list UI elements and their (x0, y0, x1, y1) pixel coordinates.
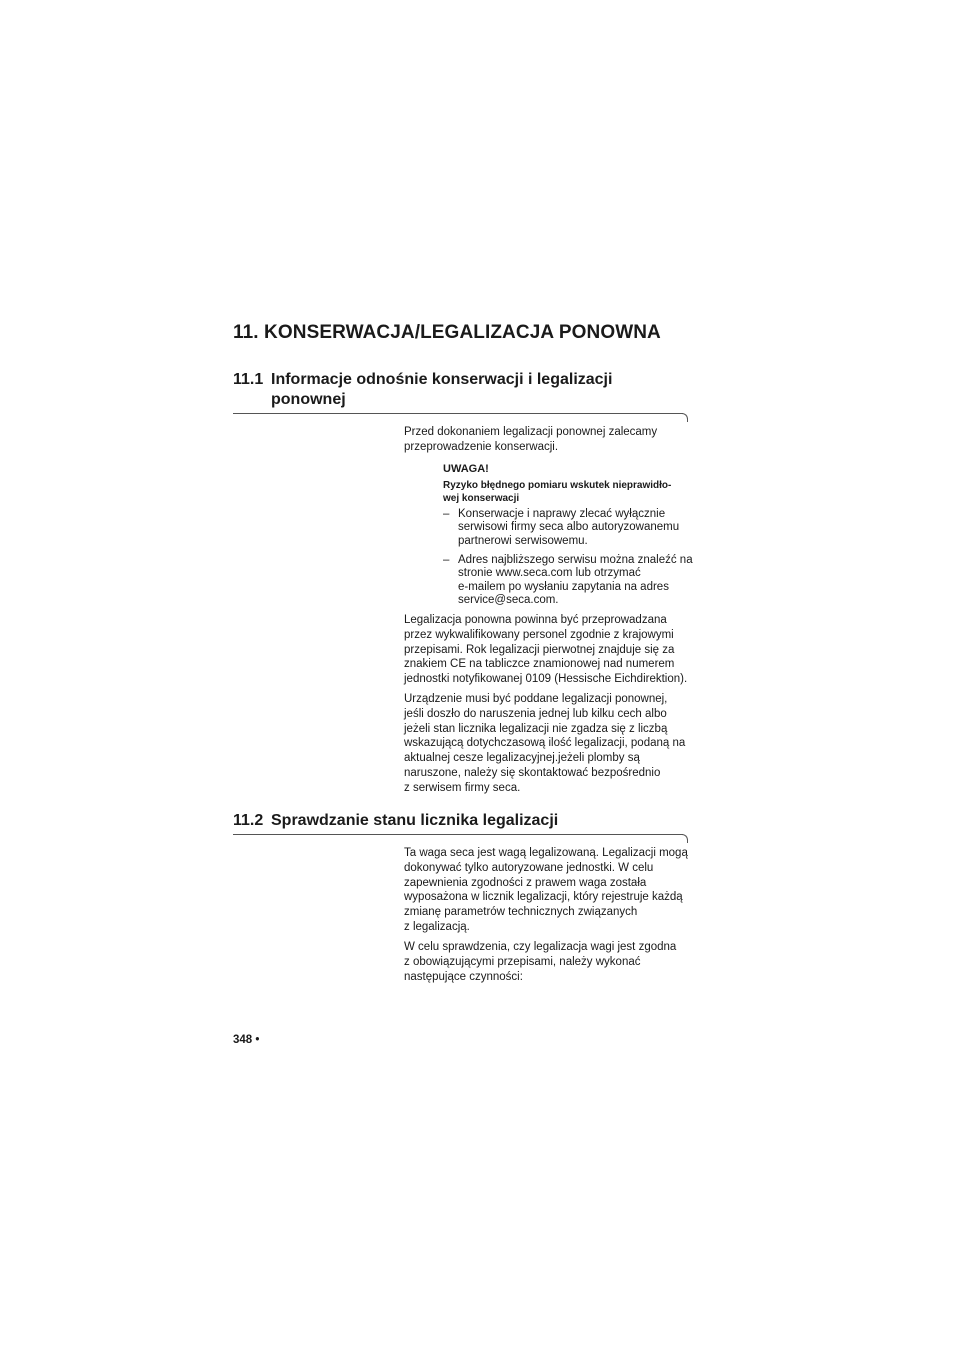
section-2-paragraph-1 (404, 846, 704, 935)
section-2-number: 11.2 (233, 812, 264, 829)
text-line: Adres najbliższego serwisu można znaleźć na (458, 554, 693, 566)
text-line: znakiem CE na tabliczce znamionowej nad numerem (404, 658, 675, 671)
text-line: Ryzyko błędnego pomiaru wskutek nieprawidło- (443, 480, 672, 491)
text-line: Legalizacja ponowna powinna być przeprowadzana (404, 614, 667, 626)
text-line: dokonywać tylko autoryzowane jednostki. W celu (404, 861, 654, 874)
text-line: zapewnienia zgodności z prawem waga została (404, 876, 647, 889)
warning-label: UWAGA! (443, 463, 489, 475)
text-line: przepisami. Rok legalizacji pierwotnej znajduje się za (404, 643, 675, 656)
section-2-rule (233, 834, 683, 835)
section-1-heading (233, 370, 693, 414)
text-line: Przed dokonaniem legalizacji ponownej zalecamy (404, 426, 658, 438)
text-line: naruszone, należy się skontaktować bezpośrednio (404, 766, 661, 779)
chapter-title: 11. KONSERWACJA/LEGALIZACJA PONOWNA (233, 322, 661, 343)
text-line: stronie www.seca.com lub otrzymać (458, 567, 641, 580)
section-1-number: 11.1 (233, 371, 264, 388)
text-line: zmianę parametrów technicznych związanych (404, 906, 638, 919)
text-line: Konserwacje i naprawy zlecać wyłącznie (458, 508, 666, 520)
section-1-intro (404, 425, 704, 455)
text-line: W celu sprawdzenia, czy legalizacja wagi jest zgodna (404, 941, 677, 953)
text-line: wej konserwacji (443, 493, 520, 504)
text-line: aktualnej cesze legalizacyjnej.jeżeli plomby są (404, 752, 640, 765)
text-line: jeśli doszło do naruszenia jednej lub kilku cech albo (404, 707, 667, 720)
warning-bullet-2 (458, 554, 693, 608)
text-line: Urządzenie musi być poddane legalizacji ponownej, (404, 693, 668, 705)
text-line: serwisowi firmy seca albo autoryzowanemu (458, 521, 680, 534)
text-line: z obowiązującymi przepisami, należy wykonać (404, 955, 641, 968)
section-1-paragraph-2 (404, 613, 704, 687)
text-line: z serwisem firmy seca. (404, 781, 521, 794)
section-2-rule-hook (681, 834, 688, 843)
text-line: przez wykwalifikowany personel zgodnie z krajowymi (404, 628, 674, 641)
section-1-rule (233, 413, 683, 414)
text-line: z legalizacją. (404, 920, 470, 933)
text-line: jednostki notyfikowanej 0109 (Hessische Eichdirektion). (404, 673, 688, 686)
text-line: partnerowi serwisowemu. (458, 534, 588, 547)
section-1-rule-hook (681, 413, 688, 422)
text-line: wyposażona w licznik legalizacji, który rejestruje każdą (404, 891, 683, 904)
page-number: 348 • (233, 1034, 260, 1046)
text-line: przeprowadzenie konserwacji. (404, 440, 559, 453)
text-line: service@seca.com. (458, 594, 559, 607)
text-line: jeżeli stan licznika legalizacji nie zgadza się z liczbą (404, 722, 668, 735)
bullet-dash: – (443, 554, 450, 566)
text-line: wskazującą dotychczasową ilość legalizacji, podaną na (404, 737, 686, 750)
text-line: następujące czynności: (404, 970, 523, 983)
section-2-heading (233, 811, 693, 833)
text-line: Ta waga seca jest wagą legalizowaną. Legalizacji mogą (404, 847, 688, 859)
warning-subtitle (443, 479, 671, 505)
section-1-title-line1: Informacje odnośnie konserwacji i legalizacji (271, 371, 613, 388)
section-1-paragraph-3 (404, 692, 704, 796)
section-1-title-line2: ponownej (271, 391, 346, 408)
section-2-title: Sprawdzanie stanu licznika legalizacji (271, 812, 559, 829)
bullet-dash: – (443, 508, 450, 520)
section-2-paragraph-2 (404, 940, 704, 984)
warning-bullet-1 (458, 508, 679, 548)
text-line: e-mailem po wysłaniu zapytania na adres (458, 580, 669, 593)
